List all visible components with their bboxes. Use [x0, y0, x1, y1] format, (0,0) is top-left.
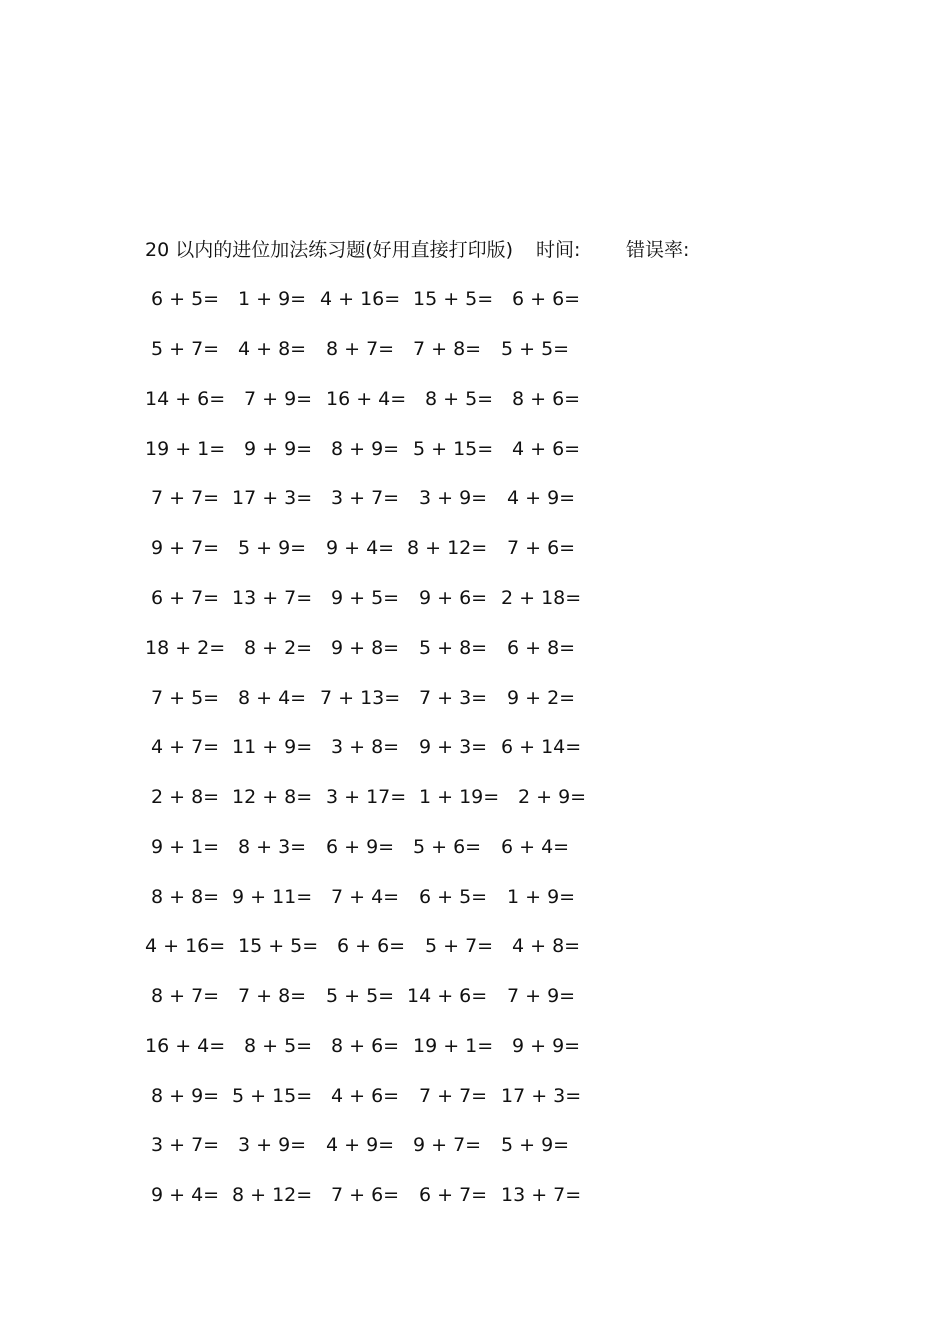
addition-problem: 3 + 17= [326, 786, 407, 808]
addition-problem: 9 + 5= [331, 587, 400, 609]
addition-problem: 8 + 12= [407, 537, 488, 559]
problem-row [0, 1032, 950, 1060]
addition-problem: 17 + 3= [501, 1085, 582, 1107]
problem-row [0, 783, 950, 811]
addition-problem: 7 + 5= [151, 687, 220, 709]
addition-problem: 4 + 6= [331, 1085, 400, 1107]
addition-problem: 2 + 8= [151, 786, 220, 808]
addition-problem: 8 + 9= [331, 438, 400, 460]
addition-problem: 8 + 12= [232, 1184, 313, 1206]
problem-row [0, 534, 950, 562]
addition-problem: 6 + 7= [151, 587, 220, 609]
addition-problem: 1 + 9= [507, 886, 576, 908]
addition-problem: 16 + 4= [326, 388, 407, 410]
addition-problem: 4 + 16= [320, 288, 401, 310]
addition-problem: 9 + 6= [419, 587, 488, 609]
addition-problem: 6 + 6= [512, 288, 581, 310]
addition-problem: 8 + 5= [425, 388, 494, 410]
addition-problem: 1 + 9= [238, 288, 307, 310]
problem-row [0, 1181, 950, 1209]
addition-problem: 5 + 9= [501, 1134, 570, 1156]
addition-problem: 6 + 8= [507, 637, 576, 659]
problem-row [0, 932, 950, 960]
addition-problem: 13 + 7= [501, 1184, 582, 1206]
problem-row [0, 435, 950, 463]
addition-problem: 5 + 9= [238, 537, 307, 559]
addition-problem: 11 + 9= [232, 736, 313, 758]
addition-problem: 16 + 4= [145, 1035, 226, 1057]
addition-problem: 5 + 5= [501, 338, 570, 360]
addition-problem: 4 + 7= [151, 736, 220, 758]
addition-problem: 7 + 8= [238, 985, 307, 1007]
addition-problem: 4 + 6= [512, 438, 581, 460]
problem-row [0, 634, 950, 662]
addition-problem: 4 + 9= [326, 1134, 395, 1156]
addition-problem: 8 + 8= [151, 886, 220, 908]
addition-problem: 8 + 9= [151, 1085, 220, 1107]
addition-problem: 6 + 7= [419, 1184, 488, 1206]
addition-problem: 3 + 8= [331, 736, 400, 758]
worksheet-title: 20 以内的进位加法练习题(好用直接打印版) [145, 239, 514, 261]
problem-row [0, 335, 950, 363]
addition-problem: 19 + 1= [413, 1035, 494, 1057]
addition-problem: 8 + 3= [238, 836, 307, 858]
problem-row [0, 484, 950, 512]
addition-problem: 7 + 4= [331, 886, 400, 908]
addition-problem: 15 + 5= [238, 935, 319, 957]
addition-problem: 14 + 6= [407, 985, 488, 1007]
addition-problem: 14 + 6= [145, 388, 226, 410]
addition-problem: 5 + 15= [232, 1085, 313, 1107]
addition-problem: 3 + 9= [238, 1134, 307, 1156]
addition-problem: 8 + 7= [151, 985, 220, 1007]
addition-problem: 5 + 15= [413, 438, 494, 460]
addition-problem: 4 + 8= [238, 338, 307, 360]
addition-problem: 2 + 18= [501, 587, 582, 609]
addition-problem: 8 + 7= [326, 338, 395, 360]
addition-problem: 2 + 9= [518, 786, 587, 808]
addition-problem: 3 + 7= [331, 487, 400, 509]
addition-problem: 9 + 2= [507, 687, 576, 709]
addition-problem: 17 + 3= [232, 487, 313, 509]
addition-problem: 7 + 13= [320, 687, 401, 709]
addition-problem: 12 + 8= [232, 786, 313, 808]
addition-problem: 8 + 6= [512, 388, 581, 410]
problem-row [0, 584, 950, 612]
addition-problem: 6 + 14= [501, 736, 582, 758]
addition-problem: 9 + 4= [151, 1184, 220, 1206]
addition-problem: 6 + 6= [337, 935, 406, 957]
addition-problem: 9 + 7= [413, 1134, 482, 1156]
addition-problem: 5 + 5= [326, 985, 395, 1007]
addition-problem: 9 + 1= [151, 836, 220, 858]
addition-problem: 8 + 4= [238, 687, 307, 709]
addition-problem: 3 + 7= [151, 1134, 220, 1156]
addition-problem: 4 + 9= [507, 487, 576, 509]
addition-problem: 7 + 9= [507, 985, 576, 1007]
problem-row [0, 684, 950, 712]
addition-problem: 5 + 6= [413, 836, 482, 858]
problem-row [0, 733, 950, 761]
addition-problem: 4 + 8= [512, 935, 581, 957]
addition-problem: 6 + 4= [501, 836, 570, 858]
addition-problem: 19 + 1= [145, 438, 226, 460]
addition-problem: 7 + 7= [419, 1085, 488, 1107]
addition-problem: 5 + 7= [425, 935, 494, 957]
problem-row [0, 982, 950, 1010]
addition-problem: 7 + 6= [507, 537, 576, 559]
problem-row [0, 1082, 950, 1110]
addition-problem: 15 + 5= [413, 288, 494, 310]
addition-problem: 9 + 3= [419, 736, 488, 758]
addition-problem: 8 + 6= [331, 1035, 400, 1057]
addition-problem: 9 + 9= [512, 1035, 581, 1057]
problem-row [0, 833, 950, 861]
addition-problem: 9 + 8= [331, 637, 400, 659]
addition-problem: 7 + 9= [244, 388, 313, 410]
addition-problem: 7 + 7= [151, 487, 220, 509]
error-rate-label: 错误率: [626, 239, 690, 261]
addition-problem: 7 + 3= [419, 687, 488, 709]
addition-problem: 6 + 5= [419, 886, 488, 908]
addition-problem: 9 + 11= [232, 886, 313, 908]
addition-problem: 6 + 5= [151, 288, 220, 310]
addition-problem: 3 + 9= [419, 487, 488, 509]
addition-problem: 8 + 2= [244, 637, 313, 659]
problem-row [0, 385, 950, 413]
addition-problem: 5 + 7= [151, 338, 220, 360]
addition-problem: 9 + 4= [326, 537, 395, 559]
addition-problem: 8 + 5= [244, 1035, 313, 1057]
addition-problem: 1 + 19= [419, 786, 500, 808]
addition-problem: 18 + 2= [145, 637, 226, 659]
problem-row [0, 285, 950, 313]
addition-problem: 9 + 7= [151, 537, 220, 559]
addition-problem: 13 + 7= [232, 587, 313, 609]
addition-problem: 4 + 16= [145, 935, 226, 957]
addition-problem: 5 + 8= [419, 637, 488, 659]
problem-row [0, 883, 950, 911]
problem-row [0, 1131, 950, 1159]
time-label: 时间: [536, 239, 581, 261]
addition-problem: 7 + 8= [413, 338, 482, 360]
addition-problem: 9 + 9= [244, 438, 313, 460]
addition-problem: 7 + 6= [331, 1184, 400, 1206]
addition-problem: 6 + 9= [326, 836, 395, 858]
